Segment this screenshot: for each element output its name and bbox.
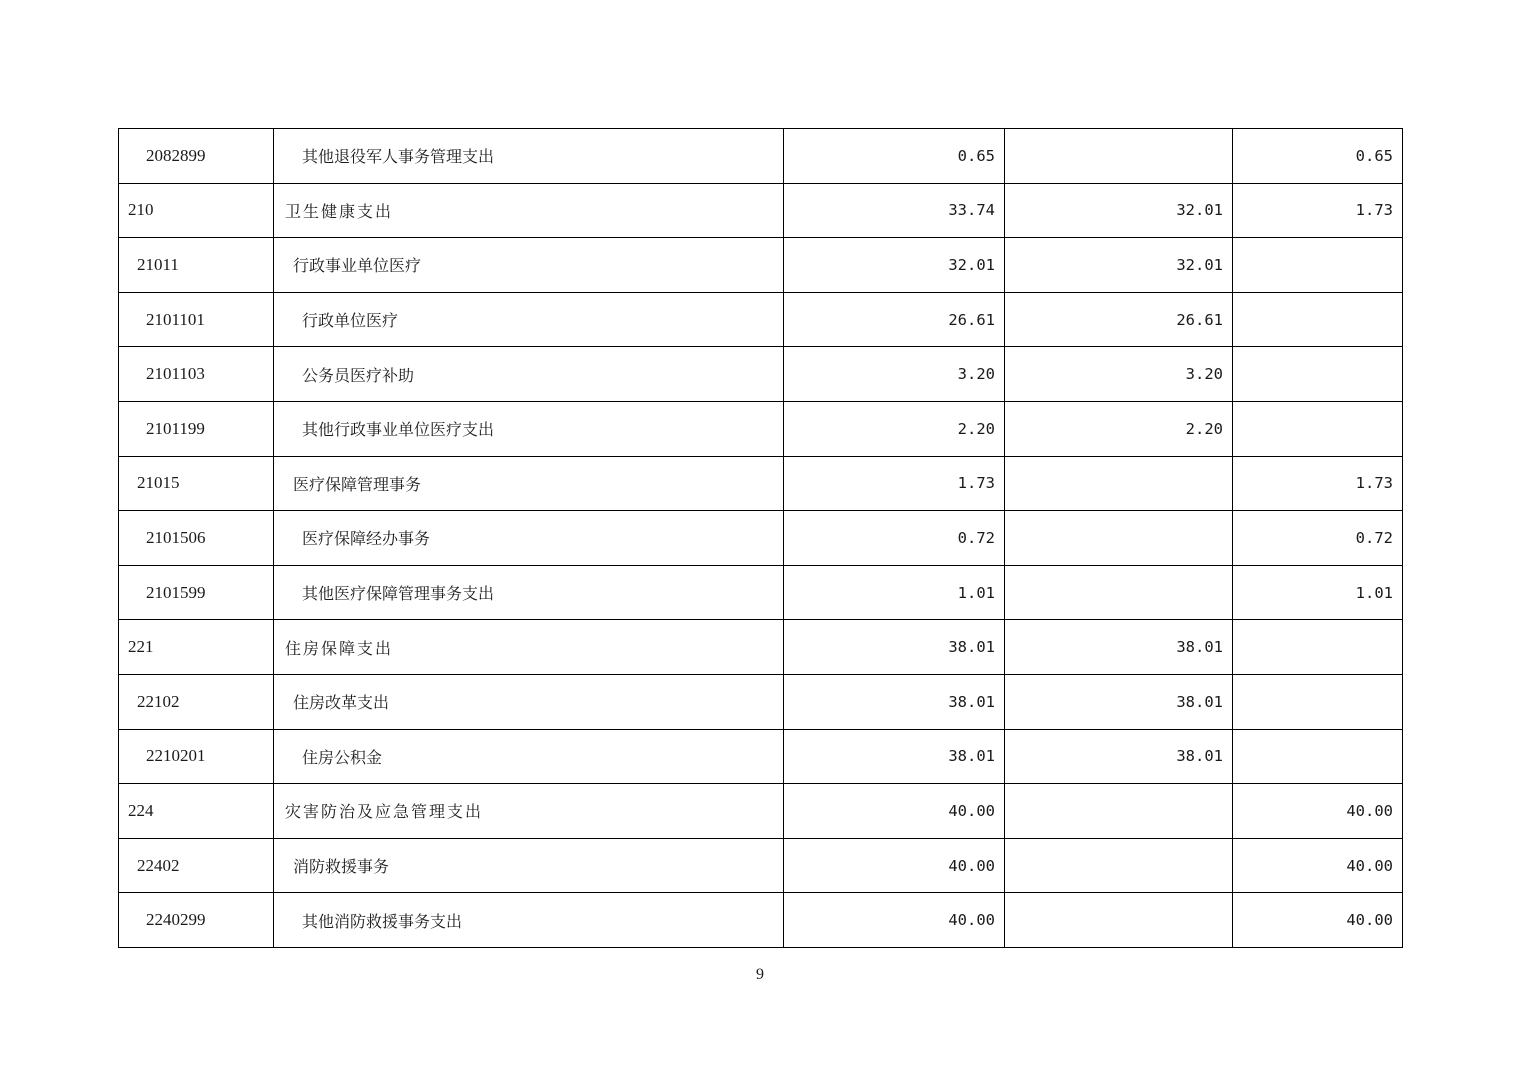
project-expenditure-cell xyxy=(1233,238,1403,293)
table-row xyxy=(119,347,1403,402)
subject-code-cell: 22402 xyxy=(119,838,274,893)
project-expenditure-cell xyxy=(1233,292,1403,347)
table-row xyxy=(119,729,1403,784)
project-expenditure-cell: 40.00 xyxy=(1233,838,1403,893)
basic-expenditure-cell xyxy=(1005,129,1233,184)
subject-name-cell: 住房公积金 xyxy=(274,729,784,784)
subject-code-cell: 2210201 xyxy=(119,729,274,784)
total-amount-cell: 26.61 xyxy=(784,292,1005,347)
total-amount-cell: 1.01 xyxy=(784,565,1005,620)
subject-name-cell: 行政事业单位医疗 xyxy=(274,238,784,293)
basic-expenditure-cell: 3.20 xyxy=(1005,347,1233,402)
subject-name-cell: 卫生健康支出 xyxy=(274,183,784,238)
subject-name-cell: 住房保障支出 xyxy=(274,620,784,675)
table-row xyxy=(119,565,1403,620)
table-body xyxy=(119,129,1403,948)
total-amount-cell: 2.20 xyxy=(784,401,1005,456)
total-amount-cell: 40.00 xyxy=(784,784,1005,839)
project-expenditure-cell xyxy=(1233,674,1403,729)
basic-expenditure-cell xyxy=(1005,838,1233,893)
subject-name-cell: 消防救援事务 xyxy=(274,838,784,893)
project-expenditure-cell xyxy=(1233,620,1403,675)
project-expenditure-cell: 1.73 xyxy=(1233,456,1403,511)
basic-expenditure-cell: 2.20 xyxy=(1005,401,1233,456)
table-row xyxy=(119,238,1403,293)
subject-name-cell: 其他行政事业单位医疗支出 xyxy=(274,401,784,456)
subject-code-cell: 21011 xyxy=(119,238,274,293)
project-expenditure-cell: 1.01 xyxy=(1233,565,1403,620)
subject-code-cell: 2101199 xyxy=(119,401,274,456)
project-expenditure-cell: 0.65 xyxy=(1233,129,1403,184)
subject-code-cell: 2101506 xyxy=(119,511,274,566)
basic-expenditure-cell xyxy=(1005,784,1233,839)
project-expenditure-cell xyxy=(1233,347,1403,402)
basic-expenditure-cell: 38.01 xyxy=(1005,674,1233,729)
subject-code-cell: 2082899 xyxy=(119,129,274,184)
project-expenditure-cell: 0.72 xyxy=(1233,511,1403,566)
total-amount-cell: 38.01 xyxy=(784,674,1005,729)
table-row xyxy=(119,401,1403,456)
basic-expenditure-cell xyxy=(1005,511,1233,566)
project-expenditure-cell xyxy=(1233,401,1403,456)
subject-code-cell: 224 xyxy=(119,784,274,839)
subject-code-cell: 22102 xyxy=(119,674,274,729)
subject-name-cell: 医疗保障经办事务 xyxy=(274,511,784,566)
subject-name-cell: 住房改革支出 xyxy=(274,674,784,729)
total-amount-cell: 40.00 xyxy=(784,893,1005,948)
subject-code-cell: 210 xyxy=(119,183,274,238)
basic-expenditure-cell: 26.61 xyxy=(1005,292,1233,347)
table-row xyxy=(119,511,1403,566)
table-row xyxy=(119,129,1403,184)
total-amount-cell: 3.20 xyxy=(784,347,1005,402)
basic-expenditure-cell xyxy=(1005,456,1233,511)
total-amount-cell: 38.01 xyxy=(784,729,1005,784)
project-expenditure-cell: 40.00 xyxy=(1233,784,1403,839)
total-amount-cell: 0.72 xyxy=(784,511,1005,566)
total-amount-cell: 32.01 xyxy=(784,238,1005,293)
project-expenditure-cell: 1.73 xyxy=(1233,183,1403,238)
total-amount-cell: 1.73 xyxy=(784,456,1005,511)
total-amount-cell: 40.00 xyxy=(784,838,1005,893)
project-expenditure-cell: 40.00 xyxy=(1233,893,1403,948)
expenditure-table xyxy=(118,128,1403,948)
subject-name-cell: 公务员医疗补助 xyxy=(274,347,784,402)
basic-expenditure-cell xyxy=(1005,893,1233,948)
subject-name-cell: 其他消防救援事务支出 xyxy=(274,893,784,948)
total-amount-cell: 38.01 xyxy=(784,620,1005,675)
subject-name-cell: 医疗保障管理事务 xyxy=(274,456,784,511)
subject-code-cell: 2240299 xyxy=(119,893,274,948)
basic-expenditure-cell: 32.01 xyxy=(1005,183,1233,238)
table-row xyxy=(119,292,1403,347)
subject-code-cell: 2101101 xyxy=(119,292,274,347)
total-amount-cell: 33.74 xyxy=(784,183,1005,238)
page-number: 9 xyxy=(756,966,764,983)
subject-name-cell: 行政单位医疗 xyxy=(274,292,784,347)
subject-name-cell: 其他退役军人事务管理支出 xyxy=(274,129,784,184)
subject-code-cell: 2101599 xyxy=(119,565,274,620)
basic-expenditure-cell xyxy=(1005,565,1233,620)
table-row xyxy=(119,893,1403,948)
table-row xyxy=(119,620,1403,675)
subject-name-cell: 其他医疗保障管理事务支出 xyxy=(274,565,784,620)
table-row xyxy=(119,838,1403,893)
basic-expenditure-cell: 32.01 xyxy=(1005,238,1233,293)
total-amount-cell: 0.65 xyxy=(784,129,1005,184)
subject-code-cell: 221 xyxy=(119,620,274,675)
table-row xyxy=(119,183,1403,238)
project-expenditure-cell xyxy=(1233,729,1403,784)
subject-code-cell: 2101103 xyxy=(119,347,274,402)
basic-expenditure-cell: 38.01 xyxy=(1005,620,1233,675)
table-row xyxy=(119,784,1403,839)
basic-expenditure-cell: 38.01 xyxy=(1005,729,1233,784)
table-row xyxy=(119,674,1403,729)
subject-name-cell: 灾害防治及应急管理支出 xyxy=(274,784,784,839)
subject-code-cell: 21015 xyxy=(119,456,274,511)
table-row xyxy=(119,456,1403,511)
